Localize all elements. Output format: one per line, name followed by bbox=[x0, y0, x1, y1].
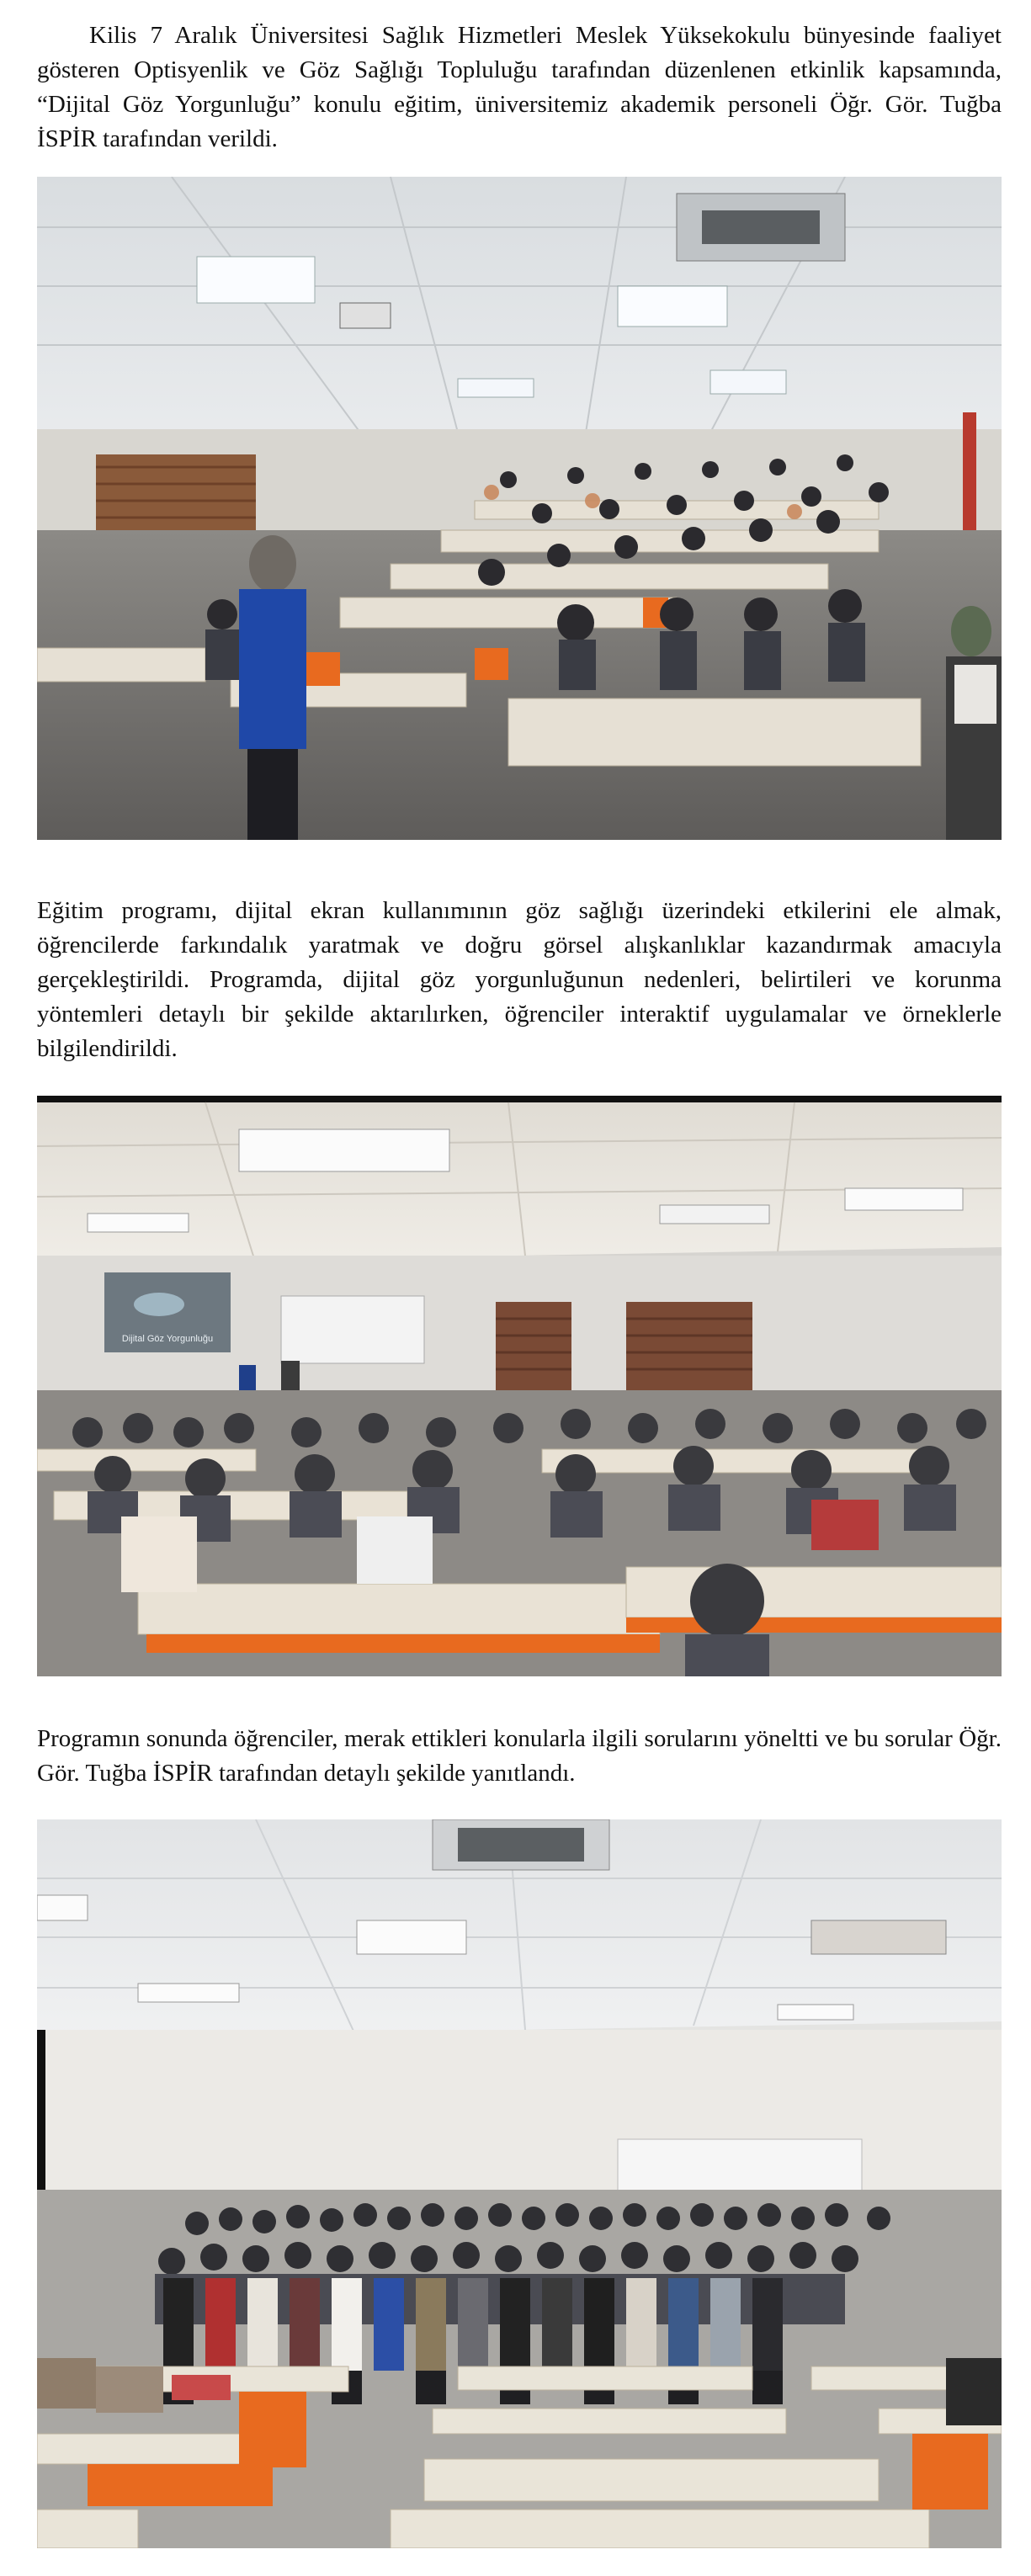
photo-lecture-hall-front bbox=[37, 177, 1002, 840]
projector-slide-title: Dijital Göz Yorgunluğu bbox=[121, 1334, 214, 1344]
photo-lecture-hall-back bbox=[37, 1096, 1002, 1676]
intro-paragraph: Kilis 7 Aralık Üniversitesi Sağlık Hizmetleri Meslek Yüksekokulu bünyesinde faaliyet gösteren Optisyenlik ve Göz Sağlığı Topluluğu tarafından düzenlenen etkinlik kapsamında, “Dijital Göz Yorgunluğu” konulu eğitim, üniversitemiz akademik personeli Öğr. Gör. Tuğba İSPİR tarafından verildi. bbox=[37, 22, 1002, 152]
photo-group bbox=[37, 1819, 1002, 2548]
closing-paragraph: Programın sonunda öğrenciler, merak ettikleri konularla ilgili sorularını yöneltti ve bu sorular Öğr. Gör. Tuğba İSPİR tarafından detaylı şekilde yanıtlandı. bbox=[37, 1725, 1002, 1787]
program-paragraph: Eğitim programı, dijital ekran kullanımının göz sağlığı üzerindeki etkilerini ele almak, öğrencilerde farkındalık yaratmak ve doğru görsel alışkanlıklar kazandırmak amacıyla gerçekleştirildi. Programda, dijital göz yorgunluğunun nedenleri, belirtileri ve korunma yöntemleri detaylı bir şekilde aktarılırken, öğrenciler interaktif uygulamalar ve örneklerle bilgilendirildi. bbox=[37, 897, 1002, 1062]
